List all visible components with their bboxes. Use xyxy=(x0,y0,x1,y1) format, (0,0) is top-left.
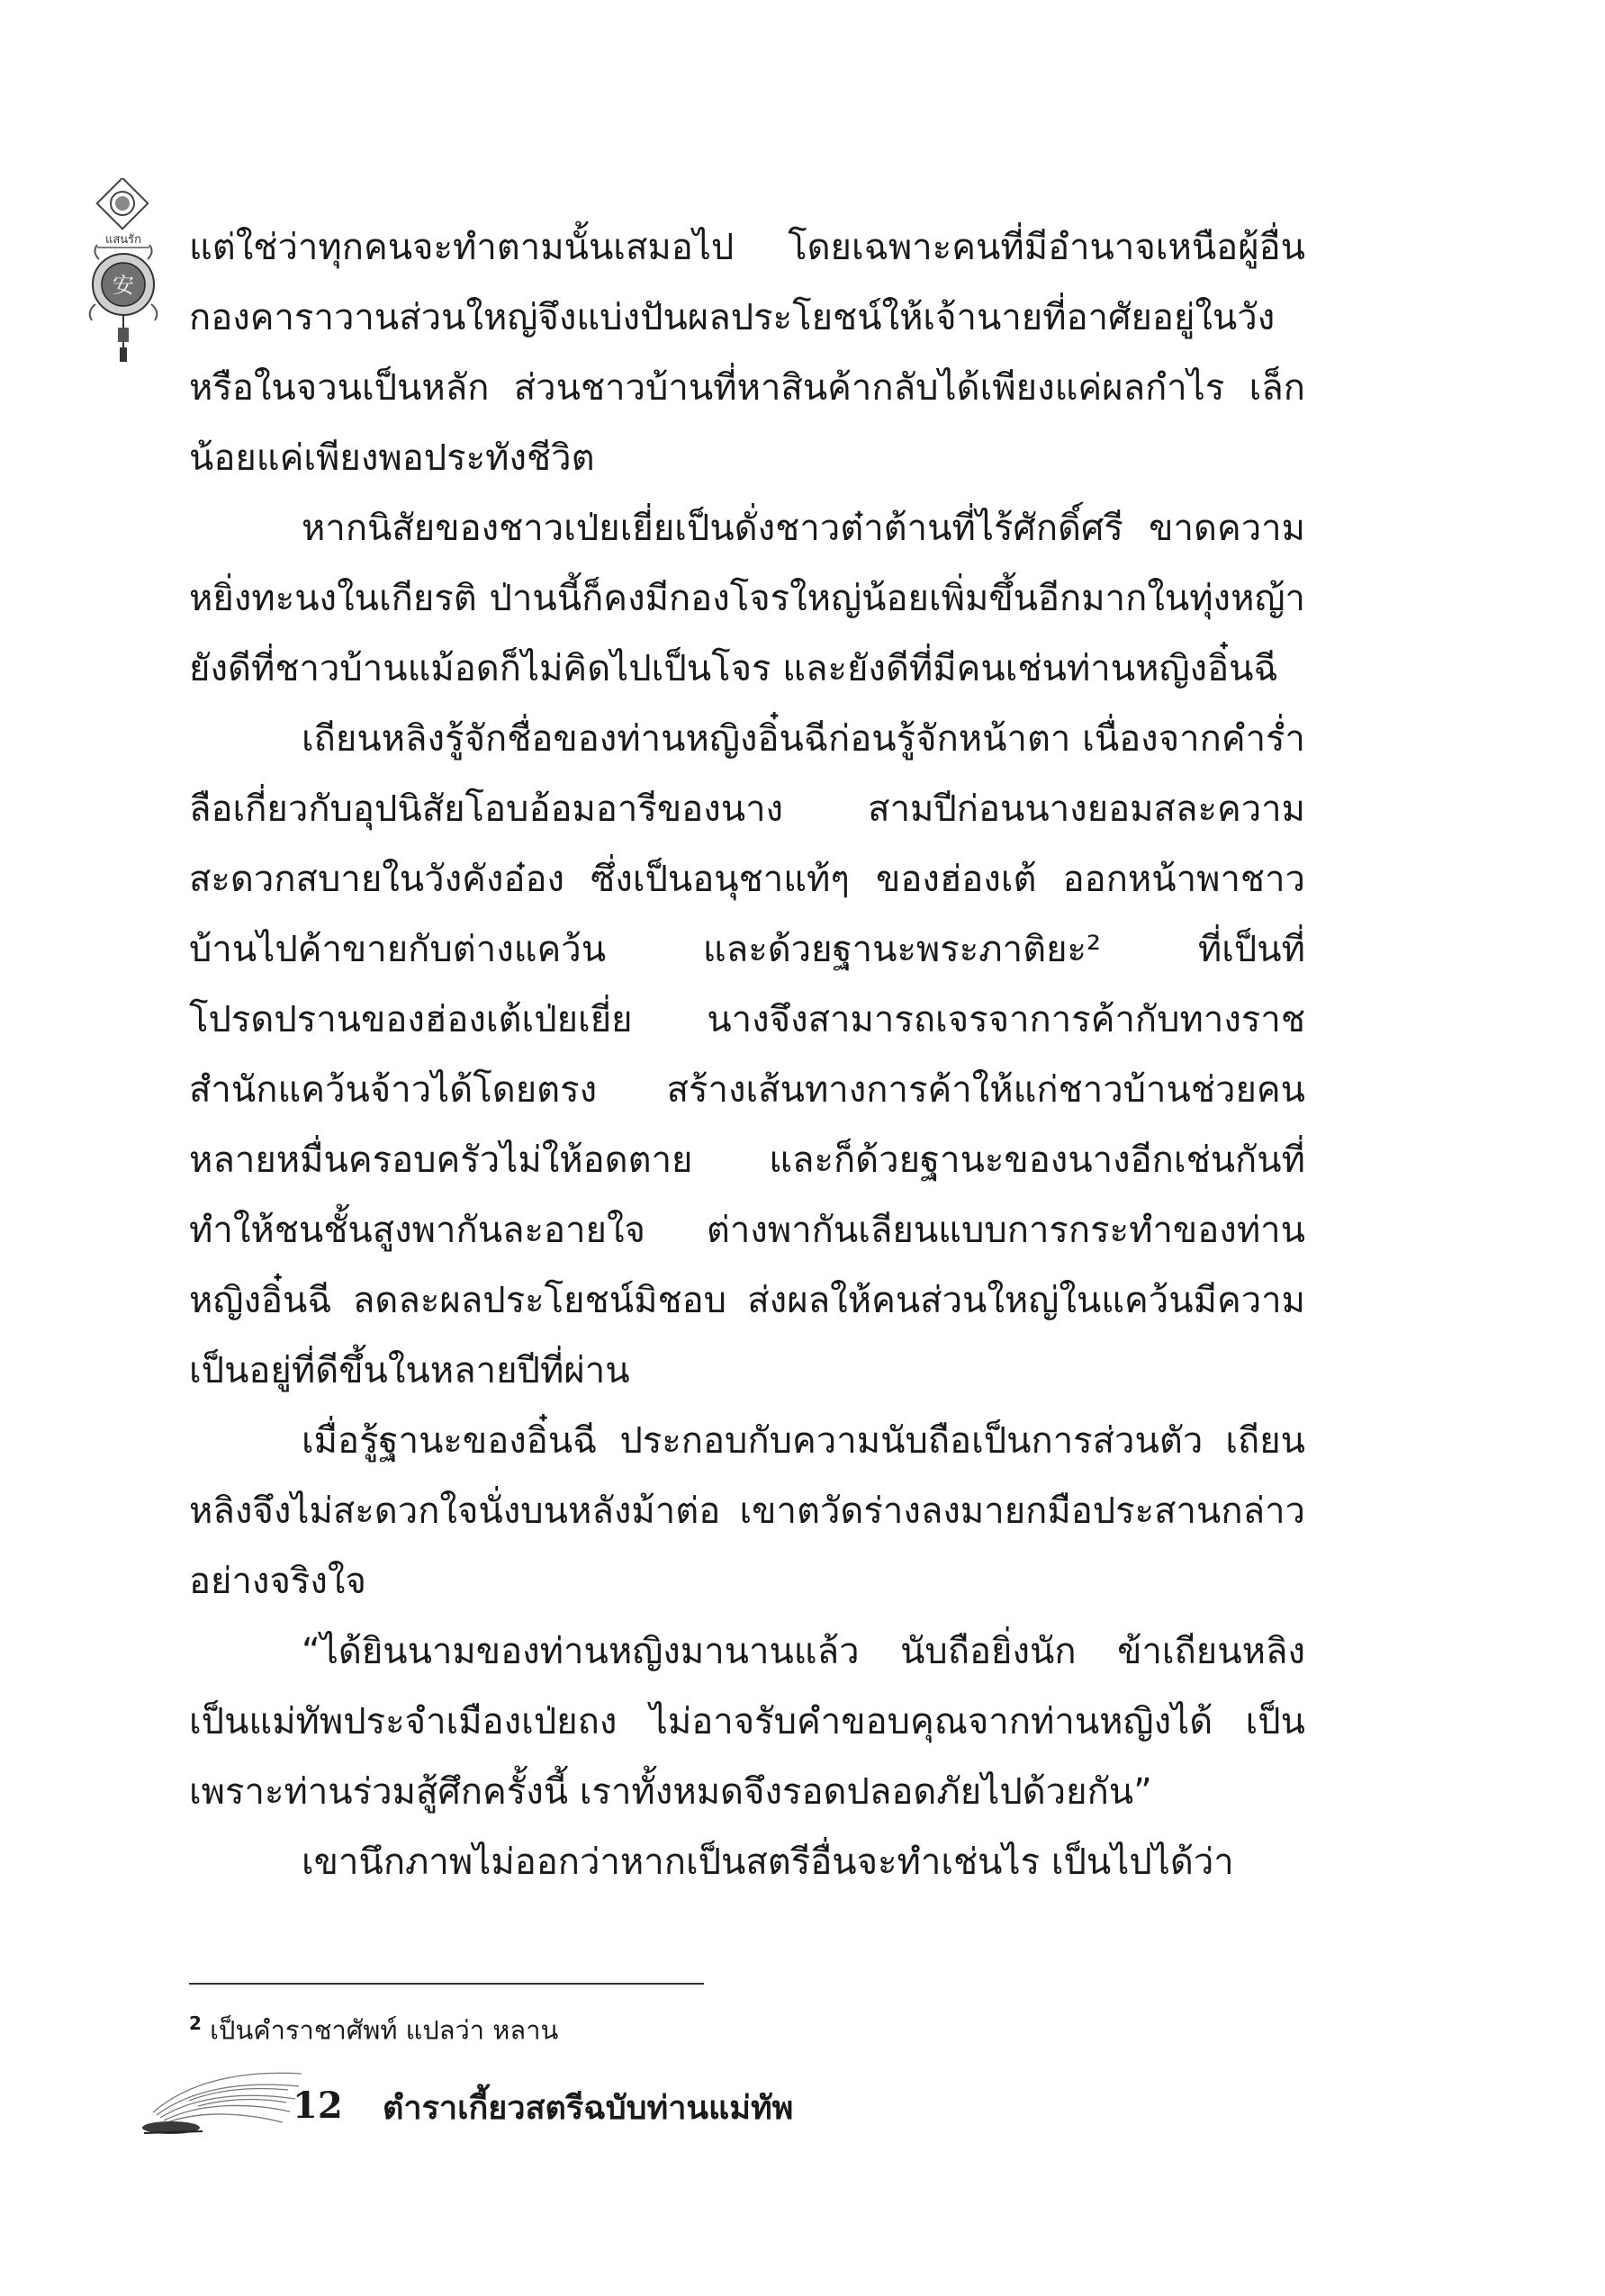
footnote-divider xyxy=(189,1983,704,1985)
paragraph-4: เมื่อรู้ฐานะของอิ๋นฉี ประกอบกับความนับถือเป็นการส่วนตัว เถียนหลิงจึงไม่สะดวกใจนั่งบนหลังม้าต่อ เขาตวัดร่างลงมายกมือประสานกล่าวอย่างจริงใจ xyxy=(189,1420,1305,1602)
paragraph-5: “ได้ยินนามของท่านหญิงมานานแล้ว นับถือยิ่งนัก ข้าเถียนหลิงเป็นแม่ทัพประจำเมืองเป่ยถง ไม่อาจรับคำขอบคุณจากท่านหญิงได้ เป็นเพราะท่านร่วมสู้ศึกครั้งนี้ เราทั้งหมดจึงรอดปลอดภัยไปด้วยกัน” xyxy=(189,1631,1305,1813)
running-book-title: ตำราเกี้ยวสตรีฉบับท่านแม่ทัพ xyxy=(383,2089,794,2127)
footnote-marker: 2 xyxy=(189,2012,202,2034)
paragraph-3: เถียนหลิงรู้จักชื่อของท่านหญิงอิ๋นฉีก่อนรู้จักหน้าตา เนื่องจากคำร่ำลือเกี่ยวกับอุปนิสัยโอบอ้อมอารีของนาง สามปีก่อนนางยอมสละความสะดวกสบายในวังคังอ๋อง ซึ่งเป็นอนุชาแท้ๆ ของฮ่องเต้ ออกหน้าพาชาวบ้านไปค้าขายกับต่างแคว้น และด้วยฐานะพระภาติยะ² ที่เป็นที่โปรดปรานของฮ่องเต้เป่ยเยี่ย นางจึงสามารถเจรจาการค้ากับทางราชสำนักแคว้นจ้าวได้โดยตรง สร้างเส้นทางการค้าให้แก่ชาวบ้านช่วยคนหลายหมื่นครอบครัวไม่ให้อดตาย และก็ด้วยฐานะของนางอีกเช่นกันที่ทำให้ชนชั้นสูงพากันละอายใจ ต่างพากันเลียนแบบการกระทำของท่านหญิงอิ๋นฉี ลดละผลประโยชน์มิชอบ ส่งผลให้คนส่วนใหญ่ในแคว้นมีความเป็นอยู่ที่ดีขึ้นในหลายปีที่ผ่าน xyxy=(189,718,1305,1391)
paragraph-1: แต่ใช่ว่าทุกคนจะทำตามนั้นเสมอไป โดยเฉพาะคนที่มีอำนาจเหนือผู้อื่น กองคาราวานส่วนใหญ่จึงแบ่งปันผลประโยชน์ให้เจ้านายที่อาศัยอยู่ในวัง หรือในจวนเป็นหลัก ส่วนชาวบ้านที่หาสินค้ากลับได้เพียงแค่ผลกำไร เล็กน้อยแค่เพียงพอประทังชีวิต xyxy=(189,227,1305,479)
paragraph-6: เขานึกภาพไม่ออกว่าหากเป็นสตรีอื่นจะทำเช่นไร เป็นไปได้ว่า xyxy=(302,1841,1234,1883)
body-text xyxy=(189,212,1305,1897)
footnote-text: เป็นคำราชาศัพท์ แปลว่า หลาน xyxy=(210,2014,559,2046)
page-number: 12 xyxy=(293,2084,343,2127)
logo-label: แสนรัก xyxy=(104,233,142,247)
quill-book-icon xyxy=(135,2063,311,2144)
logo-seal-text: 安 xyxy=(113,273,134,298)
publisher-ornament-icon xyxy=(79,178,167,367)
footnote xyxy=(189,2005,558,2048)
paragraph-2: หากนิสัยของชาวเป่ยเยี่ยเป็นดั่งชาวต๋าต้านที่ไร้ศักดิ์ศรี ขาดความหยิ่งทะนงในเกียรติ ป่านนี้ก็คงมีกองโจรใหญ่น้อยเพิ่มขึ้นอีกมากในทุ่งหญ้า ยังดีที่ชาวบ้านแม้อดก็ไม่คิดไปเป็นโจร และยังดีที่มีคนเช่นท่านหญิงอิ๋นฉี xyxy=(189,508,1305,689)
